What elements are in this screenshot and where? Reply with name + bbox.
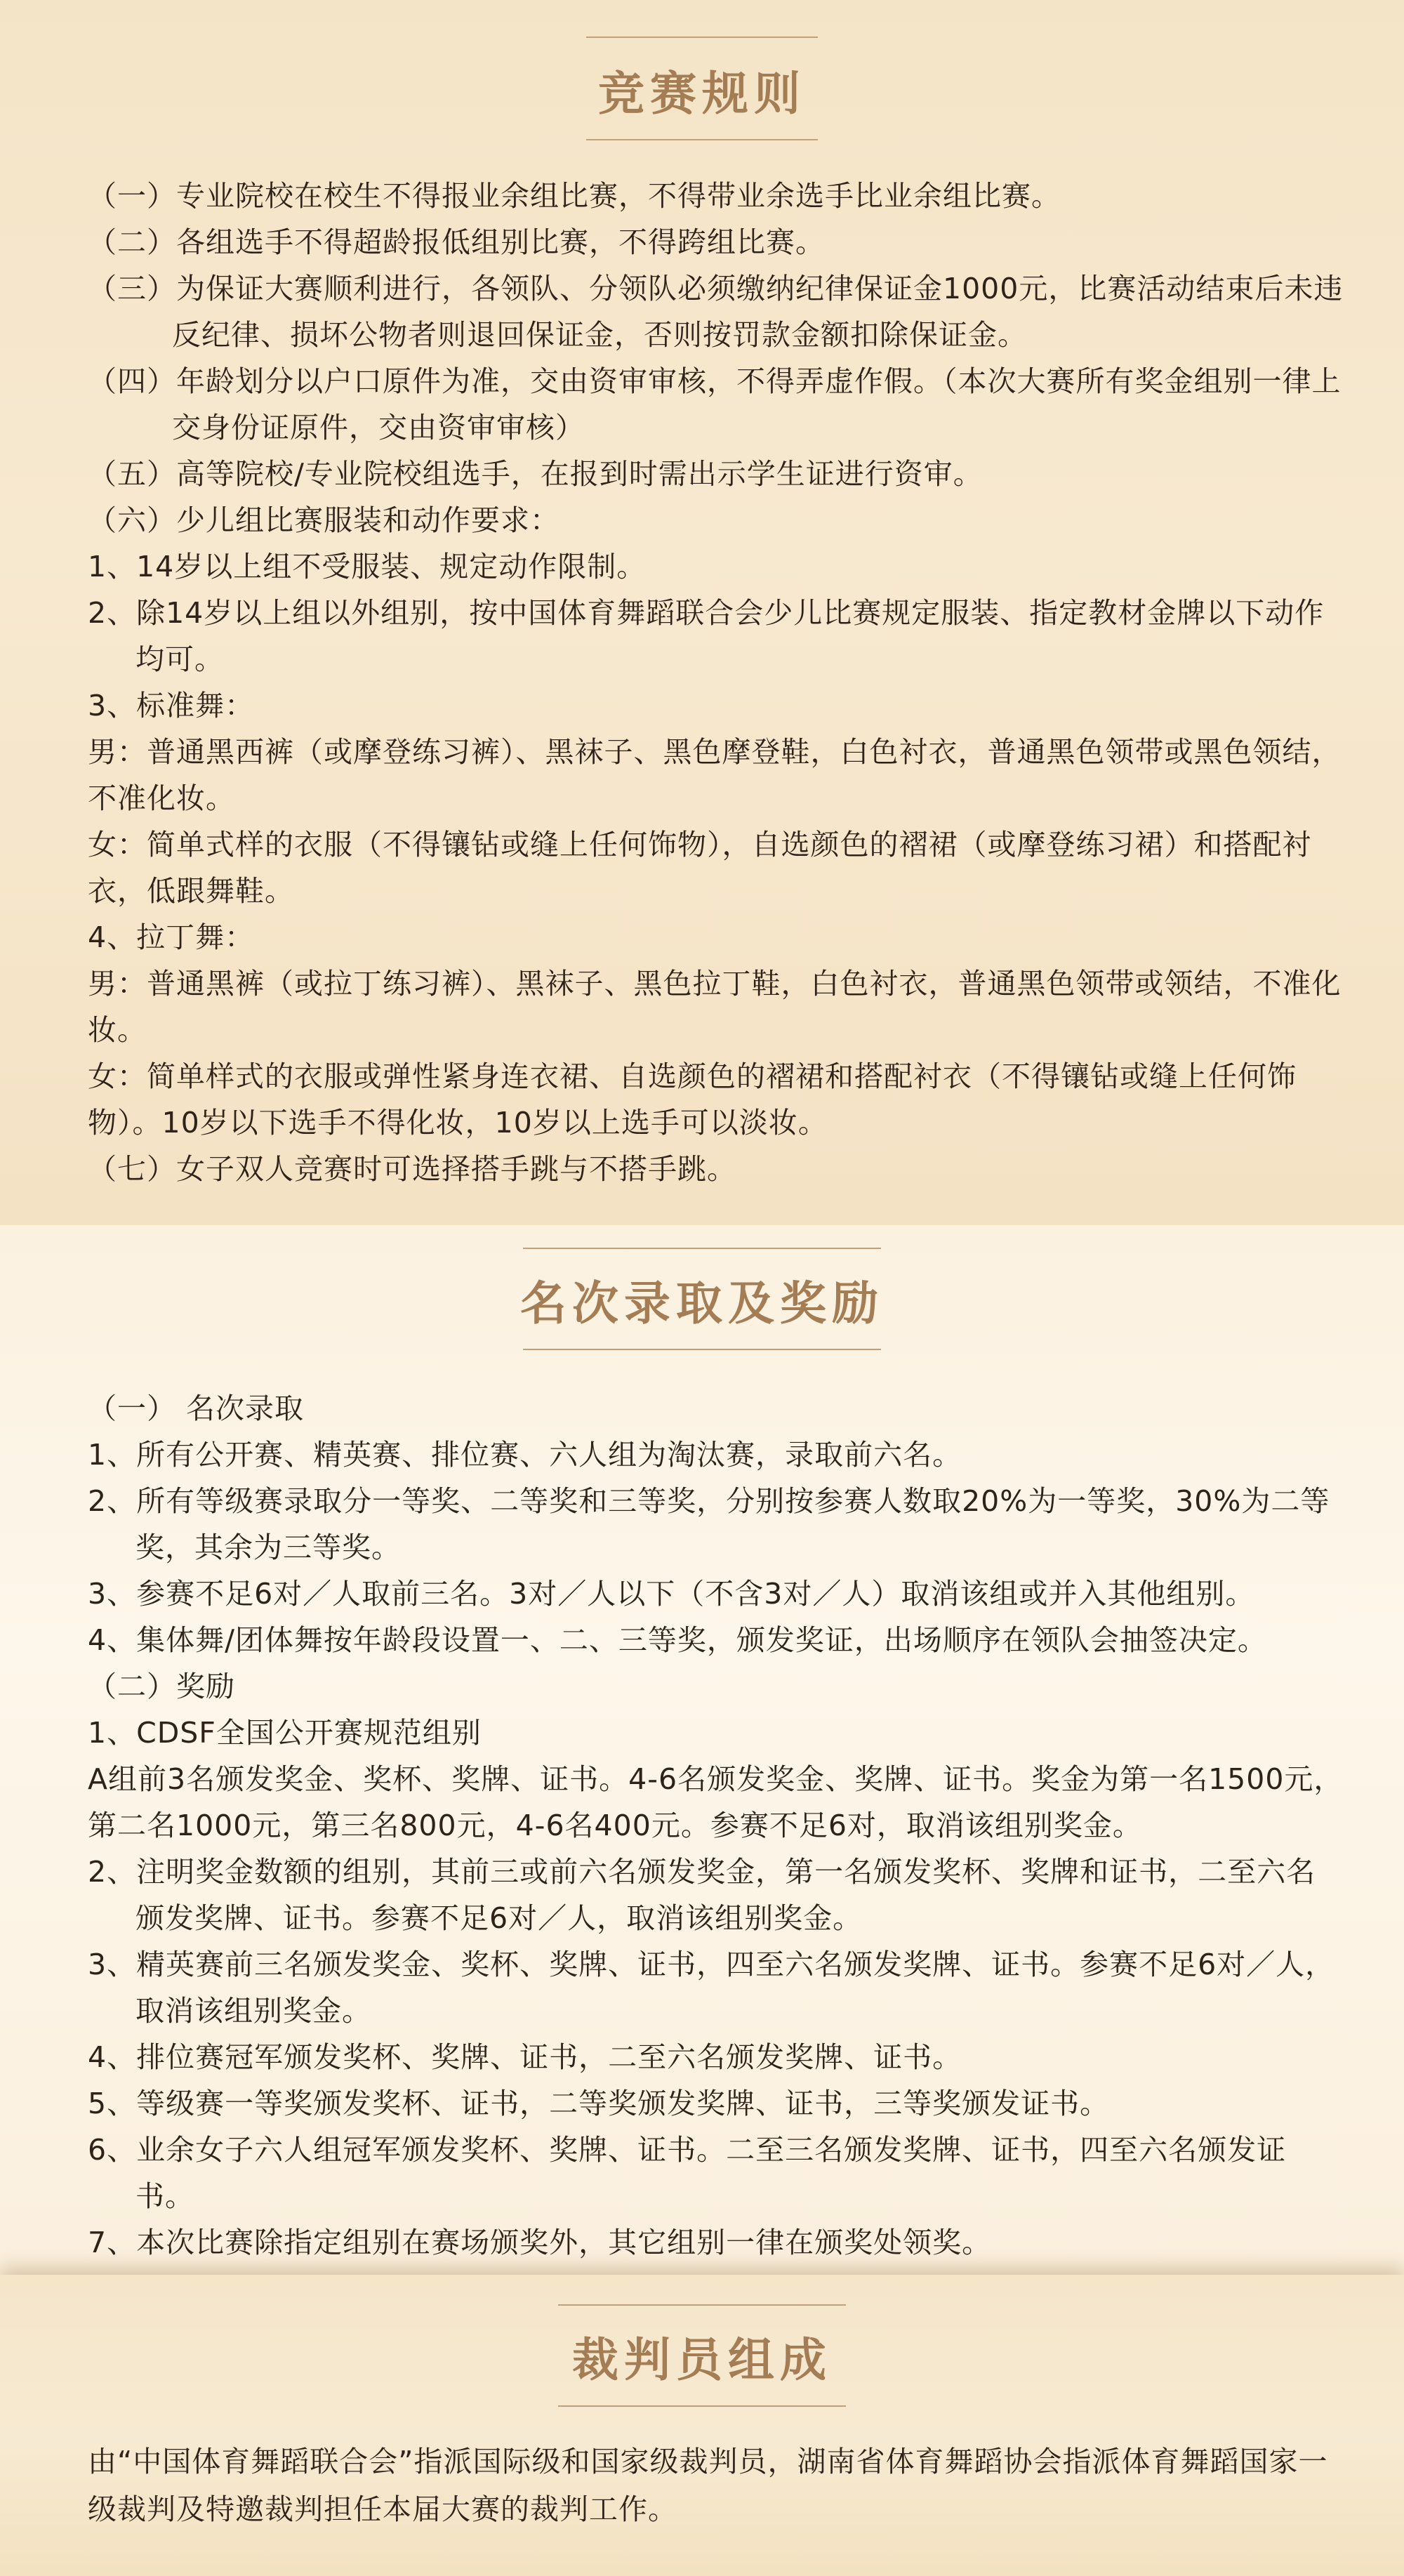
award-item-3: 3、精英赛前三名颁发奖金、奖杯、奖牌、证书，四至六名颁发奖牌、证书。参赛不足6对／人，取消该组别奖金。 <box>88 1948 1335 2028</box>
rule-subitem-2: 2、除14岁以上组以外组别，按中国体育舞蹈联合会少儿比赛规定服装、指定教材金牌以下动作均可。 <box>88 596 1325 676</box>
ranking-item-4: 4、集体舞/团体舞按年龄段设置一、二、三等奖，颁发奖证，出场顺序在领队会抽签决定。 <box>88 1623 1267 1657</box>
judges-text: 由“中国体育舞蹈联合会”指派国际级和国家级裁判员，湖南省体育舞蹈协会指派体育舞蹈国家一级裁判及特邀裁判担任本届大赛的裁判工作。 <box>88 2445 1328 2526</box>
title-divider-top <box>523 1248 881 1249</box>
ranking-content <box>88 1385 1344 2266</box>
rule-subitem-1: 1、14岁以上组不受服装、规定动作限制。 <box>88 550 647 583</box>
award-item-2: 2、注明奖金数额的组别，其前三或前六名颁发奖金，第一名颁发奖杯、奖牌和证书，二至六名颁发奖牌、证书。参赛不足6对／人，取消该组别奖金。 <box>88 1855 1316 1935</box>
rule-latin-men: 男：普通黑裤（或拉丁练习裤）、黑袜子、黑色拉丁鞋，白色衬衣，普通黑色领带或领结，不准化妆。 <box>88 967 1342 1047</box>
title-divider-bottom <box>523 1349 881 1350</box>
title-divider-bottom <box>558 2405 846 2407</box>
award-item-5: 5、等级赛一等奖颁发奖杯、证书，二等奖颁发奖牌、证书，三等奖颁发证书。 <box>88 2087 1110 2120</box>
judges-section <box>0 2275 1404 2576</box>
rule-item-3: （三）为保证大赛顺利进行，各领队、分领队必须缴纳纪律保证金1000元，比赛活动结束后未违反纪律、损坏公物者则退回保证金，否则按罚款金额扣除保证金。 <box>88 272 1344 352</box>
ranking-title: 名次录取及奖励 <box>520 1276 884 1330</box>
rule-item-6: （六）少儿组比赛服装和动作要求： <box>88 503 559 537</box>
ranking-section <box>0 1225 1404 2275</box>
award-item-4: 4、排位赛冠军颁发奖杯、奖牌、证书，二至六名颁发奖牌、证书。 <box>88 2040 962 2074</box>
award-item-7: 7、本次比赛除指定组别在赛场颁奖外，其它组别一律在颁奖处领奖。 <box>88 2226 992 2259</box>
ranking-heading-1: （一） 名次录取 <box>88 1392 305 1425</box>
title-divider-top <box>586 37 818 38</box>
award-item-6: 6、业余女子六人组冠军颁发奖杯、奖牌、证书。二至三名颁发奖牌、证书，四至六名颁发证书。 <box>88 2133 1287 2213</box>
judges-title: 裁判员组成 <box>572 2333 832 2387</box>
rules-content <box>88 173 1344 1192</box>
ranking-heading-2: （二）奖励 <box>88 1670 235 1703</box>
rule-subitem-4: 4、拉丁舞： <box>88 920 255 954</box>
rule-item-7: （七）女子双人竞赛时可选择搭手跳与不搭手跳。 <box>88 1152 736 1186</box>
award-item-1: 1、CDSF全国公开赛规范组别 <box>88 1716 482 1750</box>
judges-content <box>88 2438 1344 2533</box>
award-item-1-detail: A组前3名颁发奖金、奖杯、奖牌、证书。4-6名颁发奖金、奖牌、证书。奖金为第一名1500元，第二名1000元，第三名800元，4-6名400元。参赛不足6对，取消该组别奖金。 <box>88 1762 1344 1842</box>
ranking-item-3: 3、参赛不足6对／人取前三名。3对／人以下（不含3对／人）取消该组或并入其他组别。 <box>88 1577 1255 1611</box>
rules-title: 竞赛规则 <box>598 67 806 121</box>
rule-standard-women: 女：简单式样的衣服（不得镶钻或缝上任何饰物），自选颜色的褶裙（或摩登练习裙）和搭配衬衣，低跟舞鞋。 <box>88 828 1312 908</box>
rule-item-1: （一）专业院校在校生不得报业余组比赛，不得带业余选手比业余组比赛。 <box>88 179 1061 213</box>
rule-item-4: （四）年龄划分以户口原件为准，交由资审审核，不得弄虚作假。（本次大赛所有奖金组别一律上交身份证原件，交由资审审核） <box>88 364 1342 444</box>
rule-subitem-3: 3、标准舞： <box>88 689 255 722</box>
title-divider-top <box>558 2304 846 2306</box>
rule-latin-women: 女：简单样式的衣服或弹性紧身连衣裙、自选颜色的褶裙和搭配衬衣（不得镶钻或缝上任何饰物）。10岁以下选手不得化妆，10岁以上选手可以淡妆。 <box>88 1059 1297 1140</box>
rule-standard-men: 男：普通黑西裤（或摩登练习裤）、黑袜子、黑色摩登鞋，白色衬衣，普通黑色领带或黑色领结，不准化妆。 <box>88 735 1342 815</box>
ranking-item-1: 1、所有公开赛、精英赛、排位赛、六人组为淘汰赛，录取前六名。 <box>88 1438 962 1472</box>
rule-item-5: （五）高等院校/专业院校组选手，在报到时需出示学生证进行资审。 <box>88 457 983 491</box>
rule-item-2: （二）各组选手不得超龄报低组别比赛，不得跨组比赛。 <box>88 225 825 259</box>
ranking-item-2: 2、所有等级赛录取分一等奖、二等奖和三等奖，分别按参赛人数取20%为一等奖，30%为二等奖，其余为三等奖。 <box>88 1484 1330 1564</box>
rules-section <box>0 0 1404 1225</box>
title-divider-bottom <box>586 139 818 140</box>
